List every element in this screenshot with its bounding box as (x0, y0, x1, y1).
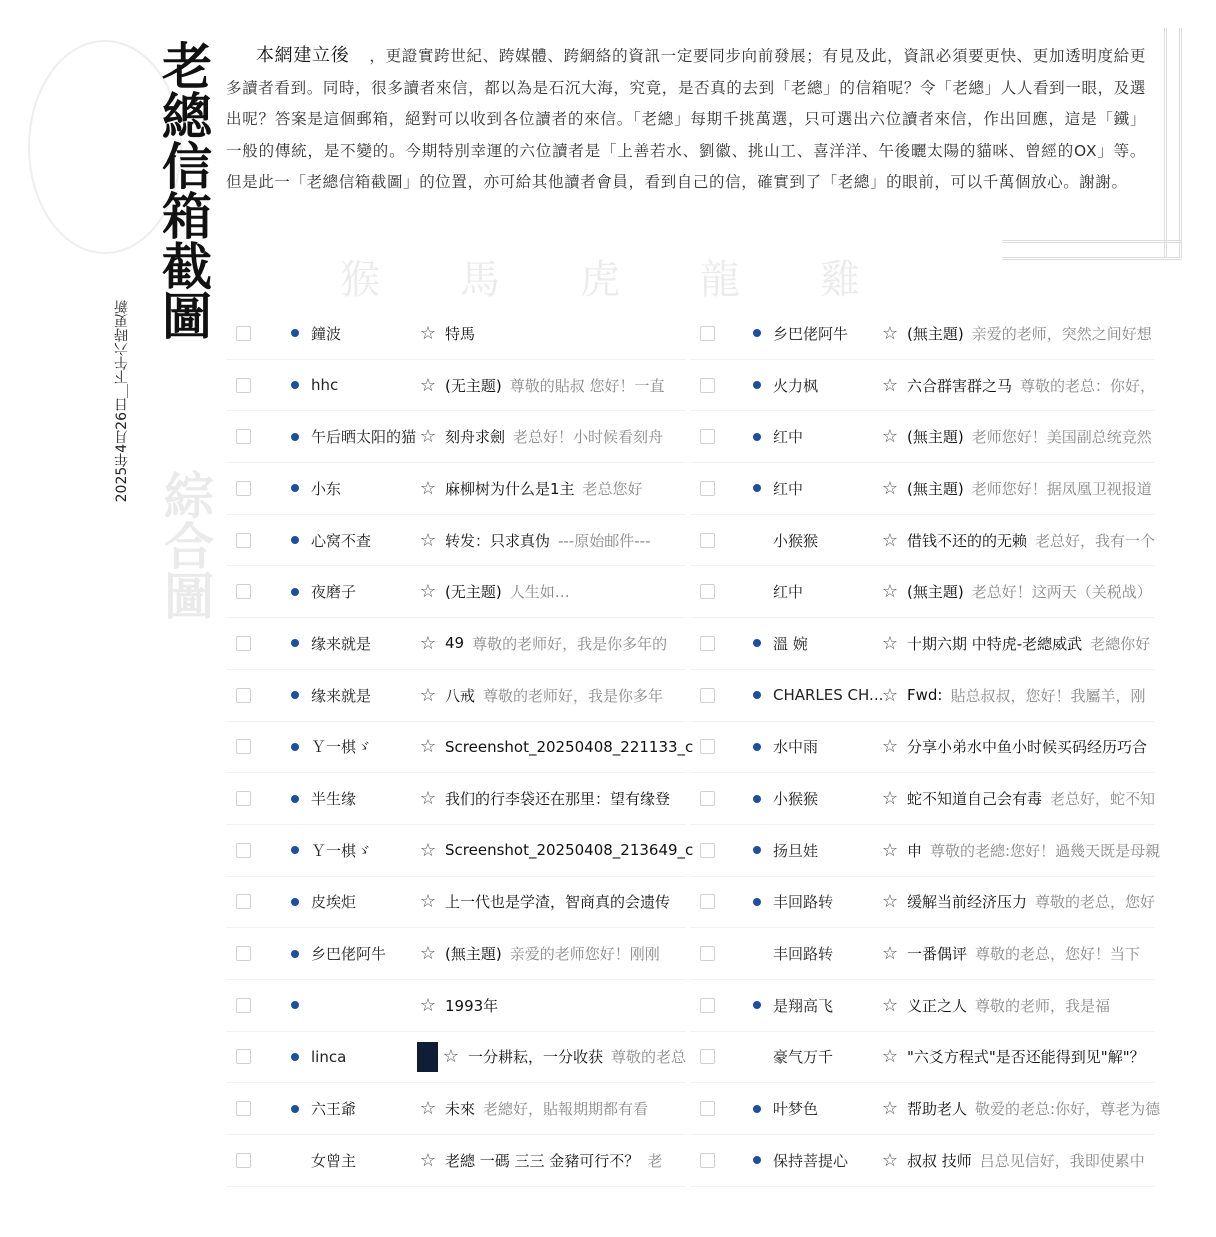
redaction-block (417, 1042, 438, 1072)
mail-row[interactable] (226, 411, 686, 463)
star-icon[interactable]: ☆ (881, 426, 899, 448)
star-icon[interactable]: ☆ (881, 477, 899, 499)
row-checkbox[interactable] (236, 843, 251, 858)
row-checkbox[interactable] (236, 636, 251, 651)
mail-row[interactable] (226, 1083, 686, 1135)
unread-dot-icon (291, 743, 299, 751)
mail-row[interactable] (226, 722, 694, 774)
mail-row[interactable] (690, 773, 1155, 825)
animal-watermark: 雞 (820, 257, 860, 303)
mail-preview: 老总好！这两天（关税战） (971, 583, 1152, 602)
unread-dot-icon (291, 433, 299, 441)
unread-dot-icon (291, 588, 299, 596)
sender-name: linca (311, 1047, 347, 1066)
unread-dot-icon (753, 691, 761, 699)
animal-watermark: 馬 (460, 257, 500, 303)
mail-preview: 老總好，貼報期期都有看 (483, 1100, 649, 1119)
mail-row[interactable] (226, 670, 686, 722)
row-checkbox[interactable] (700, 533, 715, 548)
unread-dot-icon (753, 484, 761, 492)
mail-subject: 六合群害群之马 (907, 376, 1013, 395)
row-checkbox[interactable] (236, 1153, 251, 1168)
mail-row[interactable] (226, 308, 686, 360)
row-checkbox[interactable] (236, 584, 251, 599)
sender-name: 午后晒太阳的猫 (311, 428, 417, 447)
right-mail-list (690, 308, 1161, 1187)
sender-name: hhc (311, 376, 339, 395)
page-title: 老總信箱截圖 (154, 40, 213, 340)
mail-row[interactable] (690, 566, 1155, 618)
star-icon[interactable]: ☆ (881, 839, 899, 861)
row-checkbox[interactable] (700, 1049, 715, 1064)
star-icon[interactable]: ☆ (419, 529, 437, 551)
sender-name: Ｙ一棋ゞ (311, 738, 372, 757)
sender-name: 小猴猴 (773, 790, 819, 809)
update-date: 2025年4月26日＿下午六時更新 (114, 300, 130, 503)
animal-watermark: 虎 (580, 257, 620, 303)
mail-preview: 尊敬的老师好，我是你多年 (483, 686, 664, 705)
mail-preview: 尊敬的老总：你好， (1020, 376, 1156, 395)
row-checkbox[interactable] (236, 533, 251, 548)
unread-dot-icon (291, 1105, 299, 1113)
sender-name: 保持菩提心 (773, 1151, 849, 1170)
star-icon[interactable]: ☆ (419, 684, 437, 706)
mail-preview: 尊敬的老总，您好！当下 (975, 945, 1141, 964)
mail-subject: 十期六期 中特虎-老總威武 (907, 634, 1083, 653)
mail-subject: 叔叔 技师 (907, 1151, 972, 1170)
unread-dot-icon (291, 1053, 299, 1061)
star-icon[interactable]: ☆ (881, 1098, 899, 1120)
unread-dot-icon (291, 484, 299, 492)
star-icon[interactable]: ☆ (881, 788, 899, 810)
page-subtitle: 綜合圖 (156, 470, 215, 620)
mail-subject: 缓解当前经济压力 (907, 893, 1028, 912)
mail-preview: 老總你好 (1090, 634, 1151, 653)
star-icon[interactable]: ☆ (881, 994, 899, 1016)
unread-dot-icon (291, 381, 299, 389)
mail-subject: 特馬 (445, 324, 476, 343)
mail-row[interactable] (226, 773, 686, 825)
mail-subject: 49 (445, 634, 465, 653)
star-icon[interactable]: ☆ (419, 322, 437, 344)
mail-row[interactable] (690, 670, 1155, 722)
mail-subject: 我们的行李袋还在那里：望有缘登 (445, 790, 671, 809)
mail-subject: (無主題) (907, 324, 964, 343)
mail-row[interactable] (690, 515, 1155, 567)
unread-dot-icon (753, 1105, 761, 1113)
mail-preview: 老总好，我有一个 (1035, 531, 1156, 550)
row-checkbox[interactable] (700, 946, 715, 961)
mail-preview: 老总好！小时候看刻舟 (513, 428, 664, 447)
mail-subject: Fwd: (907, 686, 943, 705)
mail-preview: 老师您好！据凤凰卫视报道 (971, 479, 1152, 498)
mail-subject: (无主题) (445, 376, 502, 395)
mail-preview: 亲爱的老师您好！刚刚 (509, 945, 660, 964)
mail-subject: 老總 一碼 三三 金豬可行不？ (445, 1151, 640, 1170)
mail-row[interactable] (690, 1083, 1161, 1135)
mail-subject: 1993年 (445, 996, 499, 1015)
sender-name: 溫 婉 (773, 634, 808, 653)
mail-subject: 麻柳树为什么是1主 (445, 479, 575, 498)
star-icon[interactable]: ☆ (419, 839, 437, 861)
mail-subject: (無主題) (445, 945, 502, 964)
unread-dot-icon (753, 433, 761, 441)
mail-subject: (無主題) (907, 479, 964, 498)
mail-subject: 分享小弟水中鱼小时候买码经历巧合 (907, 738, 1148, 757)
star-icon[interactable]: ☆ (419, 736, 437, 758)
unread-dot-icon (753, 795, 761, 803)
mail-row[interactable] (690, 411, 1155, 463)
row-checkbox[interactable] (236, 326, 251, 341)
row-checkbox[interactable] (236, 429, 251, 444)
star-icon[interactable]: ☆ (419, 1098, 437, 1120)
mail-preview: 尊敬的老师，我是福 (975, 996, 1111, 1015)
mail-preview: 尊敬的老师好，我是你多年的 (472, 634, 668, 653)
mail-preview: 尊敬的貼叔 您好！一直 (509, 376, 665, 395)
mail-subject: "六爻方程式"是否还能得到见"解"？ (907, 1048, 1145, 1067)
mail-row[interactable] (690, 1032, 1155, 1084)
row-checkbox[interactable] (236, 739, 251, 754)
row-checkbox[interactable] (700, 1153, 715, 1168)
unread-dot-icon (291, 329, 299, 337)
star-icon[interactable]: ☆ (419, 632, 437, 654)
unread-dot-icon (291, 898, 299, 906)
mail-row[interactable] (226, 463, 686, 515)
star-icon[interactable]: ☆ (419, 581, 437, 603)
sender-name: 缘来就是 (311, 686, 372, 705)
row-checkbox[interactable] (700, 843, 715, 858)
sender-name: 火力枫 (773, 376, 819, 395)
mail-preview: 尊敬的老总 (610, 1048, 686, 1067)
row-checkbox[interactable] (700, 998, 715, 1013)
sender-name: 红中 (773, 479, 804, 498)
mail-subject: (无主题) (445, 583, 502, 602)
sender-name: 红中 (773, 428, 804, 447)
mail-subject: Screenshot_20250408_213649_c (445, 841, 694, 860)
unread-dot-icon (753, 381, 761, 389)
unread-dot-icon (753, 639, 761, 647)
mail-row[interactable] (226, 825, 694, 877)
mail-subject: 义正之人 (907, 996, 968, 1015)
mail-subject: 一分耕耘，一分收获 (467, 1048, 603, 1067)
star-icon[interactable]: ☆ (881, 943, 899, 965)
mail-row[interactable] (226, 1032, 686, 1084)
star-icon[interactable]: ☆ (881, 632, 899, 654)
mail-row[interactable] (226, 928, 686, 980)
mail-preview: 人生如… (509, 583, 570, 602)
mail-subject: 一番偶评 (907, 945, 968, 964)
star-icon[interactable]: ☆ (881, 581, 899, 603)
star-icon[interactable]: ☆ (881, 684, 899, 706)
mail-preview: ---原始邮件--- (558, 531, 651, 550)
row-checkbox[interactable] (236, 1049, 251, 1064)
sender-name: 小东 (311, 479, 342, 498)
mail-row[interactable] (226, 360, 686, 412)
unread-dot-icon (291, 639, 299, 647)
sender-name: 小猴猴 (773, 531, 819, 550)
unread-dot-icon (753, 1156, 761, 1164)
star-icon[interactable]: ☆ (419, 1149, 437, 1171)
sender-name: 豪气万千 (773, 1048, 834, 1067)
row-checkbox[interactable] (700, 326, 715, 341)
mail-row[interactable] (226, 877, 686, 929)
sender-name: 鐘波 (311, 324, 342, 343)
row-checkbox[interactable] (236, 894, 251, 909)
row-checkbox[interactable] (700, 481, 715, 496)
intro-paragraph (226, 40, 1146, 199)
star-icon[interactable]: ☆ (419, 994, 437, 1016)
mail-subject: 八戒 (445, 686, 476, 705)
mail-row[interactable] (690, 1135, 1155, 1187)
mail-row[interactable] (690, 928, 1155, 980)
mail-row[interactable] (226, 566, 686, 618)
sender-name: 心窝不查 (311, 531, 372, 550)
row-checkbox[interactable] (700, 739, 715, 754)
mail-preview: 吕总见信好，我即使累中 (979, 1151, 1145, 1170)
sender-name: 女曾主 (311, 1151, 357, 1170)
mail-row[interactable] (226, 980, 686, 1032)
star-icon[interactable]: ☆ (419, 891, 437, 913)
star-icon[interactable]: ☆ (419, 374, 437, 396)
unread-dot-icon (291, 950, 299, 958)
mail-subject: (無主題) (907, 583, 964, 602)
row-checkbox[interactable] (236, 998, 251, 1013)
unread-dot-icon (291, 691, 299, 699)
star-icon[interactable]: ☆ (881, 736, 899, 758)
mail-row[interactable] (690, 463, 1155, 515)
sender-name: 缘来就是 (311, 634, 372, 653)
row-checkbox[interactable] (700, 894, 715, 909)
mail-row[interactable] (690, 980, 1155, 1032)
unread-dot-icon (753, 898, 761, 906)
mail-row[interactable] (226, 618, 686, 670)
mail-row[interactable] (690, 825, 1161, 877)
row-checkbox[interactable] (236, 791, 251, 806)
sender-name: 六王爺 (311, 1100, 357, 1119)
mail-subject: 申 (907, 841, 923, 860)
mail-subject: 帮助老人 (907, 1100, 968, 1119)
sender-name: 夜磨子 (311, 583, 357, 602)
sender-name: 红中 (773, 583, 804, 602)
animal-watermark: 猴 (340, 257, 380, 303)
row-checkbox[interactable] (236, 378, 251, 393)
left-mail-list (226, 308, 694, 1187)
row-checkbox[interactable] (700, 429, 715, 444)
row-checkbox[interactable] (700, 1101, 715, 1116)
unread-dot-icon (753, 329, 761, 337)
mail-row[interactable] (690, 308, 1155, 360)
sender-name: 丰回路转 (773, 945, 834, 964)
intro-lead: 本網建立後 (256, 45, 350, 66)
animal-watermark: 龍 (700, 257, 740, 303)
mail-preview: 尊敬的老總:您好！過幾天既是母親 (930, 841, 1161, 860)
star-icon[interactable]: ☆ (419, 426, 437, 448)
star-icon[interactable]: ☆ (419, 477, 437, 499)
row-checkbox[interactable] (700, 636, 715, 651)
sender-name: CHARLES CH... (773, 686, 884, 705)
mail-subject: Screenshot_20250408_221133_c (445, 737, 694, 756)
mail-preview: 老 (647, 1151, 663, 1170)
mail-preview: 老总好，蛇不知 (1050, 790, 1156, 809)
unread-dot-icon (291, 1001, 299, 1009)
decorative-border (1164, 28, 1182, 258)
row-checkbox[interactable] (236, 481, 251, 496)
mail-preview: 老总您好 (582, 479, 643, 498)
star-icon[interactable]: ☆ (881, 374, 899, 396)
sender-name: Ｙ一棋ゞ (311, 841, 372, 860)
sender-name: 扬旦娃 (773, 841, 819, 860)
mail-row[interactable] (226, 515, 686, 567)
star-icon[interactable]: ☆ (881, 529, 899, 551)
mail-preview: 貼总叔叔，您好！我屬羊，刚 (950, 686, 1146, 705)
row-checkbox[interactable] (700, 791, 715, 806)
background-animal-watermark (340, 248, 1040, 304)
star-icon[interactable]: ☆ (881, 1149, 899, 1171)
star-icon[interactable]: ☆ (881, 322, 899, 344)
star-icon[interactable]: ☆ (881, 1046, 899, 1068)
mail-row[interactable] (690, 618, 1155, 670)
sender-name: 叶梦色 (773, 1100, 819, 1119)
star-icon[interactable]: ☆ (419, 943, 437, 965)
star-icon[interactable]: ☆ (442, 1046, 460, 1068)
mail-subject: 蛇不知道自己会有毒 (907, 790, 1043, 809)
row-checkbox[interactable] (236, 946, 251, 961)
mail-subject: 未來 (445, 1100, 476, 1119)
mail-row[interactable] (690, 877, 1155, 929)
sender-name: 水中雨 (773, 738, 819, 757)
mail-preview: 尊敬的老总，您好 (1035, 893, 1156, 912)
sender-name: 丰回路转 (773, 893, 834, 912)
mail-subject: 上一代也是学渣，智商真的会遗传 (445, 893, 671, 912)
row-checkbox[interactable] (700, 378, 715, 393)
mail-row[interactable] (690, 360, 1155, 412)
mail-subject: 借钱不还的的无赖 (907, 531, 1028, 550)
star-icon[interactable]: ☆ (419, 788, 437, 810)
star-icon[interactable]: ☆ (881, 891, 899, 913)
sender-name: 乡巴佬阿牛 (773, 324, 849, 343)
mail-preview: 亲爱的老师，突然之间好想 (971, 324, 1152, 343)
row-checkbox[interactable] (236, 688, 251, 703)
unread-dot-icon (291, 536, 299, 544)
row-checkbox[interactable] (700, 584, 715, 599)
sender-name: 是翔高飞 (773, 996, 834, 1015)
unread-dot-icon (753, 743, 761, 751)
mail-preview: 敬爱的老总:你好，尊老为德 (975, 1100, 1161, 1119)
unread-dot-icon (753, 846, 761, 854)
mail-row[interactable] (690, 722, 1155, 774)
sender-name: 半生缘 (311, 790, 357, 809)
unread-dot-icon (291, 795, 299, 803)
mail-subject: 转发：只求真伪 (445, 531, 551, 550)
sender-name: 乡巴佬阿牛 (311, 945, 387, 964)
unread-dot-icon (753, 1001, 761, 1009)
mail-subject: 刻舟求劍 (445, 428, 506, 447)
intro-body: ，更證實跨世紀、跨媒體、跨網絡的資訊一定要同步向前發展；有見及此，資訊必須要更快、更加透明度給更多讀者看到。同時，很多讀者來信，都以為是石沉大海，究竟，是否真的去到「老總」的信箱呢？令「老總」人人看到一眼，及選出呢？答案是這個郵箱，絕對可以收到各位讀者的來信。「老總」每期千挑萬選，只可選出六位讀者來信，作出回應，這是「鐵」一般的傳統，是不變的。今期特別幸運的六位讀者是「上善若水、劉徽、挑山工、喜洋洋、午後曬太陽的貓咪、曾經的OX」等。但是此一「老總信箱截圖」的位置，亦可給其他讀者會員，看到自己的信，確實到了「老總」的眼前，可以千萬個放心。謝謝。 (226, 47, 1146, 191)
mail-preview: 老师您好！美国副总统竞然 (971, 428, 1152, 447)
mail-subject: (無主題) (907, 428, 964, 447)
row-checkbox[interactable] (236, 1101, 251, 1116)
row-checkbox[interactable] (700, 688, 715, 703)
mail-row[interactable] (226, 1135, 686, 1187)
sender-name: 皮埃炬 (311, 893, 357, 912)
unread-dot-icon (291, 846, 299, 854)
